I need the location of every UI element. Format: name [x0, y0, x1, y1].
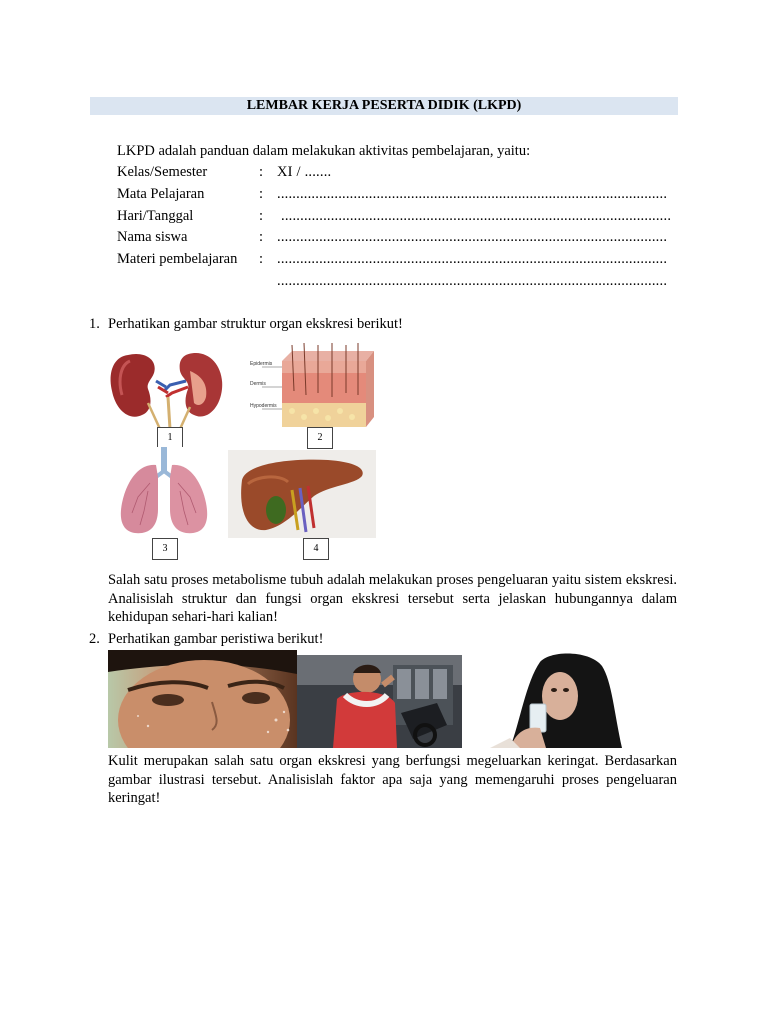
exercising-man-photo: [297, 655, 462, 748]
info-colon: :: [259, 229, 264, 246]
question-2-number: 2.: [89, 631, 100, 647]
info-colon: :: [259, 251, 264, 268]
figure-label-4: 4: [303, 538, 329, 560]
skin-label-epidermis: Epidermis: [250, 361, 273, 367]
skin-label-hypodermis: Hypodermis: [250, 403, 277, 409]
kidney-image: [108, 341, 228, 429]
info-colon: :: [259, 164, 264, 180]
question-1-text: Perhatikan gambar struktur organ ekskresi berikut!: [108, 316, 403, 332]
lungs-image: [108, 447, 220, 539]
liver-image: [228, 450, 376, 538]
question-1-number: 1.: [89, 316, 100, 332]
info-value: ......................................................................................................: [277, 251, 668, 268]
question-1-paragraph: Salah satu proses metabolisme tubuh adalah melakukan proses pengeluaran yaitu sistem ekskresi. Analisislah struktur dan fungsi organ ekskresi tersebut serta jelaskan hubungannya dalam kehidupan sehari-hari kalian!: [108, 572, 677, 626]
info-label: Kelas/Semester: [117, 164, 208, 180]
figure-label-1: 1: [157, 427, 183, 449]
woman-drinking-photo: [490, 652, 630, 748]
info-value: ......................................................................................................: [277, 185, 668, 202]
info-label: Mata Pelajaran: [117, 185, 205, 202]
info-value: ......................................................................................................: [277, 272, 668, 289]
sweating-boy-photo: [108, 650, 297, 748]
skin-layers-image: [248, 341, 382, 429]
question-2-text: Perhatikan gambar peristiwa berikut!: [108, 631, 324, 647]
info-colon: :: [259, 185, 264, 202]
question-2-paragraph: Kulit merupakan salah satu organ ekskresi yang berfungsi megeluarkan keringat. Berdasarkan gambar ilustrasi tersebut. Analisislah faktor apa saja yang memengaruhi proses pengeluaran keringat!: [108, 753, 677, 807]
intro-text: LKPD adalah panduan dalam melakukan aktivitas pembelajaran, yaitu:: [117, 143, 531, 159]
info-label: Hari/Tanggal: [117, 207, 194, 224]
skin-label-dermis: Dermis: [250, 381, 266, 387]
figure-label-2: 2: [307, 427, 333, 449]
info-value: XI / .......: [277, 164, 332, 180]
worksheet-title: LEMBAR KERJA PESERTA DIDIK (LKPD): [90, 97, 678, 115]
info-value: ......................................................................................................: [281, 207, 672, 224]
info-label: Materi pembelajaran: [117, 251, 238, 268]
info-label: Nama siswa: [117, 229, 188, 246]
info-value: ......................................................................................................: [277, 229, 668, 246]
figure-label-3: 3: [152, 538, 178, 560]
info-colon: :: [259, 207, 264, 224]
